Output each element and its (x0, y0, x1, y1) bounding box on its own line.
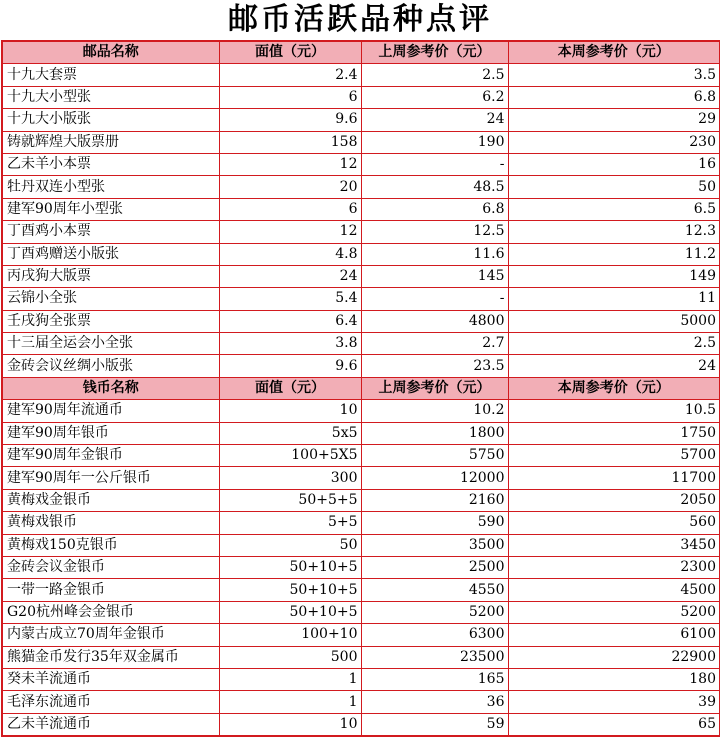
cell-this-week-price: 16 (508, 153, 720, 175)
cell-name: 铸就辉煌大版票册 (2, 131, 219, 153)
cell-this-week-price: 2.5 (508, 333, 720, 355)
table-row (2, 176, 720, 198)
cell-face-value: 9.6 (219, 109, 361, 131)
column-header-face-value: 面值（元） (219, 377, 361, 399)
cell-name: 金砖会议金银币 (2, 556, 219, 578)
cell-last-week-price: 3500 (361, 534, 508, 556)
table-row (2, 355, 720, 377)
cell-face-value: 100+10 (219, 624, 361, 646)
coins-header-row (2, 377, 720, 399)
cell-name: 丁酉鸡小本票 (2, 221, 219, 243)
table-row (2, 556, 720, 578)
cell-this-week-price: 39 (508, 691, 720, 713)
cell-face-value: 10 (219, 400, 361, 422)
cell-name: 乙未羊小本票 (2, 153, 219, 175)
cell-face-value: 1 (219, 691, 361, 713)
cell-name: 建军90周年金银币 (2, 445, 219, 467)
cell-this-week-price: 4500 (508, 579, 720, 601)
table-row (2, 646, 720, 668)
column-header-this-week-price: 本周参考价（元） (508, 377, 720, 399)
cell-face-value: 20 (219, 176, 361, 198)
cell-face-value: 2.4 (219, 64, 361, 86)
cell-this-week-price: 149 (508, 265, 720, 287)
cell-face-value: 50+10+5 (219, 579, 361, 601)
cell-name: 黄梅戏银币 (2, 512, 219, 534)
cell-this-week-price: 180 (508, 668, 720, 690)
cell-name: 十九大套票 (2, 64, 219, 86)
cell-last-week-price: 10.2 (361, 400, 508, 422)
table-row (2, 467, 720, 489)
cell-last-week-price: 6300 (361, 624, 508, 646)
cell-name: 建军90周年一公斤银币 (2, 467, 219, 489)
cell-name: 黄梅戏金银币 (2, 489, 219, 511)
cell-last-week-price: 145 (361, 265, 508, 287)
cell-face-value: 300 (219, 467, 361, 489)
cell-face-value: 9.6 (219, 355, 361, 377)
column-header-name: 邮品名称 (2, 41, 219, 64)
cell-last-week-price: 2160 (361, 489, 508, 511)
cell-last-week-price: 23.5 (361, 355, 508, 377)
cell-last-week-price: 6.2 (361, 86, 508, 108)
table-row (2, 310, 720, 332)
cell-this-week-price: 22900 (508, 646, 720, 668)
cell-face-value: 12 (219, 153, 361, 175)
column-header-this-week-price: 本周参考价（元） (508, 41, 720, 64)
cell-last-week-price: 2.7 (361, 333, 508, 355)
cell-this-week-price: 560 (508, 512, 720, 534)
cell-last-week-price: 12.5 (361, 221, 508, 243)
cell-last-week-price: 5200 (361, 601, 508, 623)
cell-face-value: 4.8 (219, 243, 361, 265)
cell-last-week-price: 23500 (361, 646, 508, 668)
cell-face-value: 500 (219, 646, 361, 668)
table-row (2, 86, 720, 108)
cell-this-week-price: 6.8 (508, 86, 720, 108)
cell-name: 十三届全运会小全张 (2, 333, 219, 355)
cell-name: 乙未羊流通币 (2, 713, 219, 736)
cell-face-value: 50+5+5 (219, 489, 361, 511)
cell-name: 十九大小型张 (2, 86, 219, 108)
cell-face-value: 1 (219, 668, 361, 690)
cell-last-week-price: 165 (361, 668, 508, 690)
table-row (2, 713, 720, 736)
cell-last-week-price: 5750 (361, 445, 508, 467)
cell-this-week-price: 12.3 (508, 221, 720, 243)
cell-name: 一带一路金银币 (2, 579, 219, 601)
cell-name: 云锦小全张 (2, 288, 219, 310)
cell-face-value: 100+5X5 (219, 445, 361, 467)
table-row (2, 333, 720, 355)
cell-face-value: 50 (219, 534, 361, 556)
cell-last-week-price: 24 (361, 109, 508, 131)
table-row (2, 198, 720, 220)
table-row (2, 131, 720, 153)
cell-this-week-price: 11700 (508, 467, 720, 489)
cell-this-week-price: 65 (508, 713, 720, 736)
cell-this-week-price: 6100 (508, 624, 720, 646)
cell-name: 建军90周年流通币 (2, 400, 219, 422)
cell-last-week-price: 4550 (361, 579, 508, 601)
cell-last-week-price: 1800 (361, 422, 508, 444)
cell-name: 牡丹双连小型张 (2, 176, 219, 198)
cell-this-week-price: 2050 (508, 489, 720, 511)
cell-last-week-price: 11.6 (361, 243, 508, 265)
cell-name: 丙戌狗大版票 (2, 265, 219, 287)
table-row (2, 579, 720, 601)
page-title: 邮币活跃品种点评 (228, 2, 492, 37)
column-header-last-week-price: 上周参考价（元） (361, 41, 508, 64)
cell-face-value: 6.4 (219, 310, 361, 332)
table-row (2, 668, 720, 690)
table-row (2, 109, 720, 131)
cell-this-week-price: 3450 (508, 534, 720, 556)
cell-last-week-price: 4800 (361, 310, 508, 332)
cell-last-week-price: 59 (361, 713, 508, 736)
table-row (2, 64, 720, 86)
cell-name: 黄梅戏150克银币 (2, 534, 219, 556)
stamps-header-row (2, 41, 720, 64)
cell-this-week-price: 1750 (508, 422, 720, 444)
cell-this-week-price: 230 (508, 131, 720, 153)
cell-name: 丁酉鸡赠送小版张 (2, 243, 219, 265)
cell-name: 内蒙古成立70周年金银币 (2, 624, 219, 646)
table-row (2, 534, 720, 556)
cell-this-week-price: 6.5 (508, 198, 720, 220)
table-row (2, 288, 720, 310)
table-row (2, 265, 720, 287)
cell-name: 建军90周年小型张 (2, 198, 219, 220)
cell-this-week-price: 29 (508, 109, 720, 131)
table-row (2, 691, 720, 713)
cell-face-value: 158 (219, 131, 361, 153)
cell-name: G20杭州峰会金银币 (2, 601, 219, 623)
column-header-name: 钱币名称 (2, 377, 219, 399)
cell-face-value: 3.8 (219, 333, 361, 355)
table-row (2, 153, 720, 175)
table-row (2, 221, 720, 243)
table-row (2, 489, 720, 511)
cell-name: 毛泽东流通币 (2, 691, 219, 713)
cell-last-week-price: - (361, 288, 508, 310)
table-row (2, 624, 720, 646)
cell-this-week-price: 10.5 (508, 400, 720, 422)
cell-this-week-price: 5700 (508, 445, 720, 467)
cell-this-week-price: 24 (508, 355, 720, 377)
cell-last-week-price: 590 (361, 512, 508, 534)
cell-face-value: 12 (219, 221, 361, 243)
table-row (2, 445, 720, 467)
cell-last-week-price: 48.5 (361, 176, 508, 198)
cell-this-week-price: 5000 (508, 310, 720, 332)
cell-last-week-price: - (361, 153, 508, 175)
column-header-face-value: 面值（元） (219, 41, 361, 64)
cell-last-week-price: 12000 (361, 467, 508, 489)
cell-this-week-price: 2300 (508, 556, 720, 578)
cell-last-week-price: 190 (361, 131, 508, 153)
cell-name: 金砖会议丝绸小版张 (2, 355, 219, 377)
cell-this-week-price: 5200 (508, 601, 720, 623)
table-row (2, 422, 720, 444)
cell-face-value: 50+10+5 (219, 556, 361, 578)
cell-face-value: 50+10+5 (219, 601, 361, 623)
cell-this-week-price: 50 (508, 176, 720, 198)
cell-this-week-price: 11 (508, 288, 720, 310)
table-row (2, 243, 720, 265)
cell-last-week-price: 6.8 (361, 198, 508, 220)
cell-this-week-price: 11.2 (508, 243, 720, 265)
table-row (2, 512, 720, 534)
price-table (1, 40, 720, 737)
cell-face-value: 5.4 (219, 288, 361, 310)
cell-name: 癸未羊流通币 (2, 668, 219, 690)
cell-name: 壬戌狗全张票 (2, 310, 219, 332)
cell-face-value: 10 (219, 713, 361, 736)
cell-last-week-price: 2.5 (361, 64, 508, 86)
table-row (2, 400, 720, 422)
cell-this-week-price: 3.5 (508, 64, 720, 86)
column-header-last-week-price: 上周参考价（元） (361, 377, 508, 399)
cell-name: 建军90周年银币 (2, 422, 219, 444)
cell-last-week-price: 36 (361, 691, 508, 713)
cell-face-value: 6 (219, 198, 361, 220)
cell-face-value: 6 (219, 86, 361, 108)
cell-face-value: 24 (219, 265, 361, 287)
cell-name: 熊猫金币发行35年双金属币 (2, 646, 219, 668)
cell-last-week-price: 2500 (361, 556, 508, 578)
cell-face-value: 5x5 (219, 422, 361, 444)
cell-face-value: 5+5 (219, 512, 361, 534)
cell-name: 十九大小版张 (2, 109, 219, 131)
table-row (2, 601, 720, 623)
